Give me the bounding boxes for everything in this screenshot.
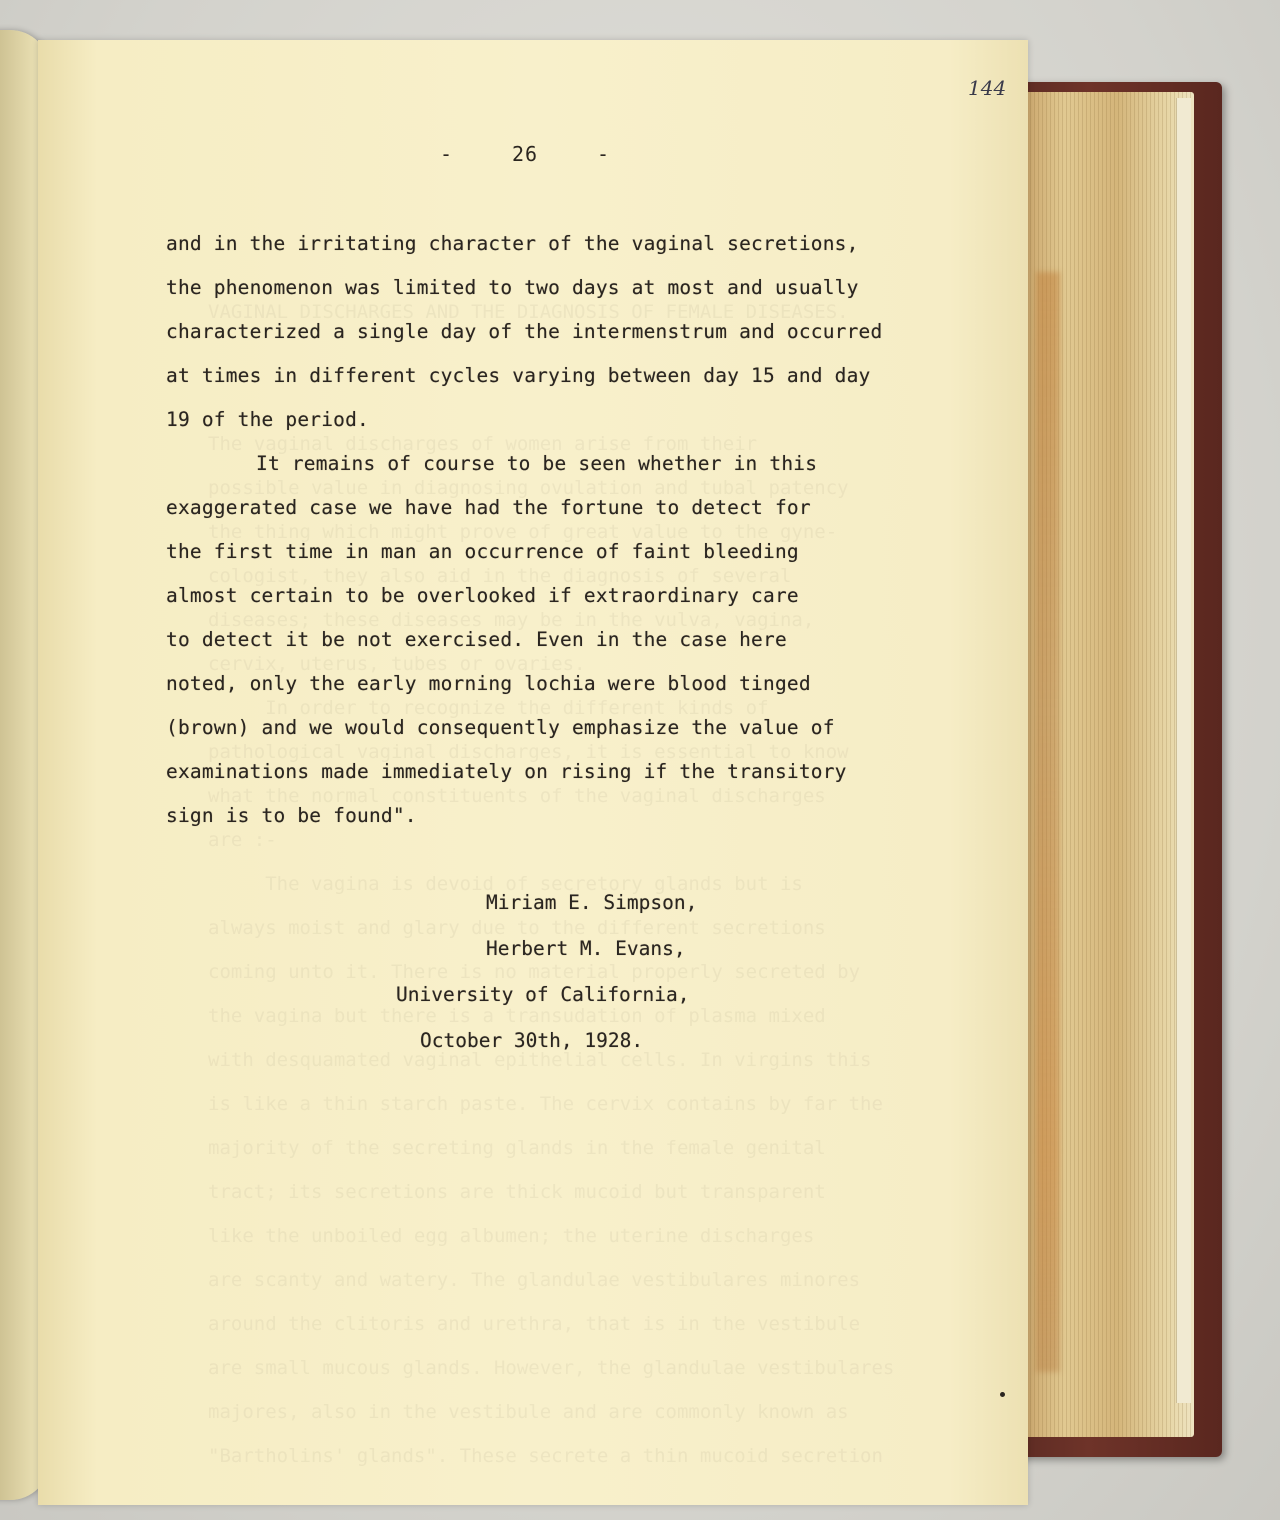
text-line: the phenomenon was limited to two days at most and usually bbox=[166, 276, 859, 299]
text-line: almost certain to be overlooked if extraordinary care bbox=[166, 584, 799, 607]
text-line: to detect it be not exercised. Even in the case here bbox=[166, 628, 787, 651]
text-line: characterized a single day of the intermenstrum and occurred bbox=[166, 320, 883, 343]
folio-number: 26 bbox=[511, 142, 539, 166]
ink-speck bbox=[1000, 1392, 1005, 1397]
show-through-text: VAGINAL DISCHARGES AND THE DIAGNOSIS OF FEMALE DISEASES. The vaginal discharges of women arise from their possible value in diagnosing ovulation and tubal patency the thing which might prove of great value to the gyne- cologist, they also aid in the diagnosis of several diseases; these diseases may be in the vulva, vagina, cervix, uterus, tubes or ovaries. In order to recognize the different kinds of pathological vaginal discharges, it is essential to know what the normal constituents of the vaginal discharges are :- The vagina is devoid of secretory glands but is always moist and glary due to the different secretions coming unto it. There is no material properly secreted by the vagina but there is a transudation of plasma mixed with desquamated vaginal epithelial cells. In virgins this is like a thin starch paste. The cervix contains by far the majority of the secreting glands in the female genital tract; its secretions are thick mucoid but transparent like the unboiled egg albumen; the uterine discharges are scanty and watery. The glandulae vestibulares minores around the clitoris and urethra, that is in the vestibule are small mucous glands. However, the glandulae vestibulares majores, also in the vestibule and are commonly known as "Bartholins' glands". These secrete a thin mucoid secretion bbox=[208, 301, 895, 1467]
institution: University of California, bbox=[396, 983, 690, 1006]
folio-dash-right: - bbox=[596, 142, 610, 166]
text-line: (brown) and we would consequently emphasize the value of bbox=[166, 716, 835, 739]
signature-date: October 30th, 1928. bbox=[420, 1029, 644, 1052]
text-line: It remains of course to be seen whether in this bbox=[256, 452, 818, 475]
text-line: at times in different cycles varying between day 15 and day bbox=[166, 364, 871, 387]
text-line: exaggerated case we have had the fortune to detect for bbox=[166, 496, 811, 519]
text-line: and in the irritating character of the vaginal secretions, bbox=[166, 232, 859, 255]
page-folio bbox=[440, 142, 610, 166]
page-block-edges bbox=[1022, 92, 1194, 1437]
text-line: noted, only the early morning lochia were blood tinged bbox=[166, 672, 811, 695]
text-line: sign is to be found". bbox=[166, 804, 417, 827]
text-line: examinations made immediately on rising if the transitory bbox=[166, 760, 847, 783]
text-line: 19 of the period. bbox=[166, 408, 369, 431]
folio-dash-left: - bbox=[440, 142, 454, 166]
body-text bbox=[166, 222, 966, 838]
handwritten-page-number: 144 bbox=[968, 76, 1007, 100]
signature-block bbox=[0, 880, 1000, 1064]
author-name: Miriam E. Simpson, bbox=[486, 891, 698, 914]
text-line: the first time in man an occurrence of faint bleeding bbox=[166, 540, 799, 563]
page-block-outer-edge bbox=[1176, 98, 1191, 1403]
author-name: Herbert M. Evans, bbox=[486, 937, 686, 960]
